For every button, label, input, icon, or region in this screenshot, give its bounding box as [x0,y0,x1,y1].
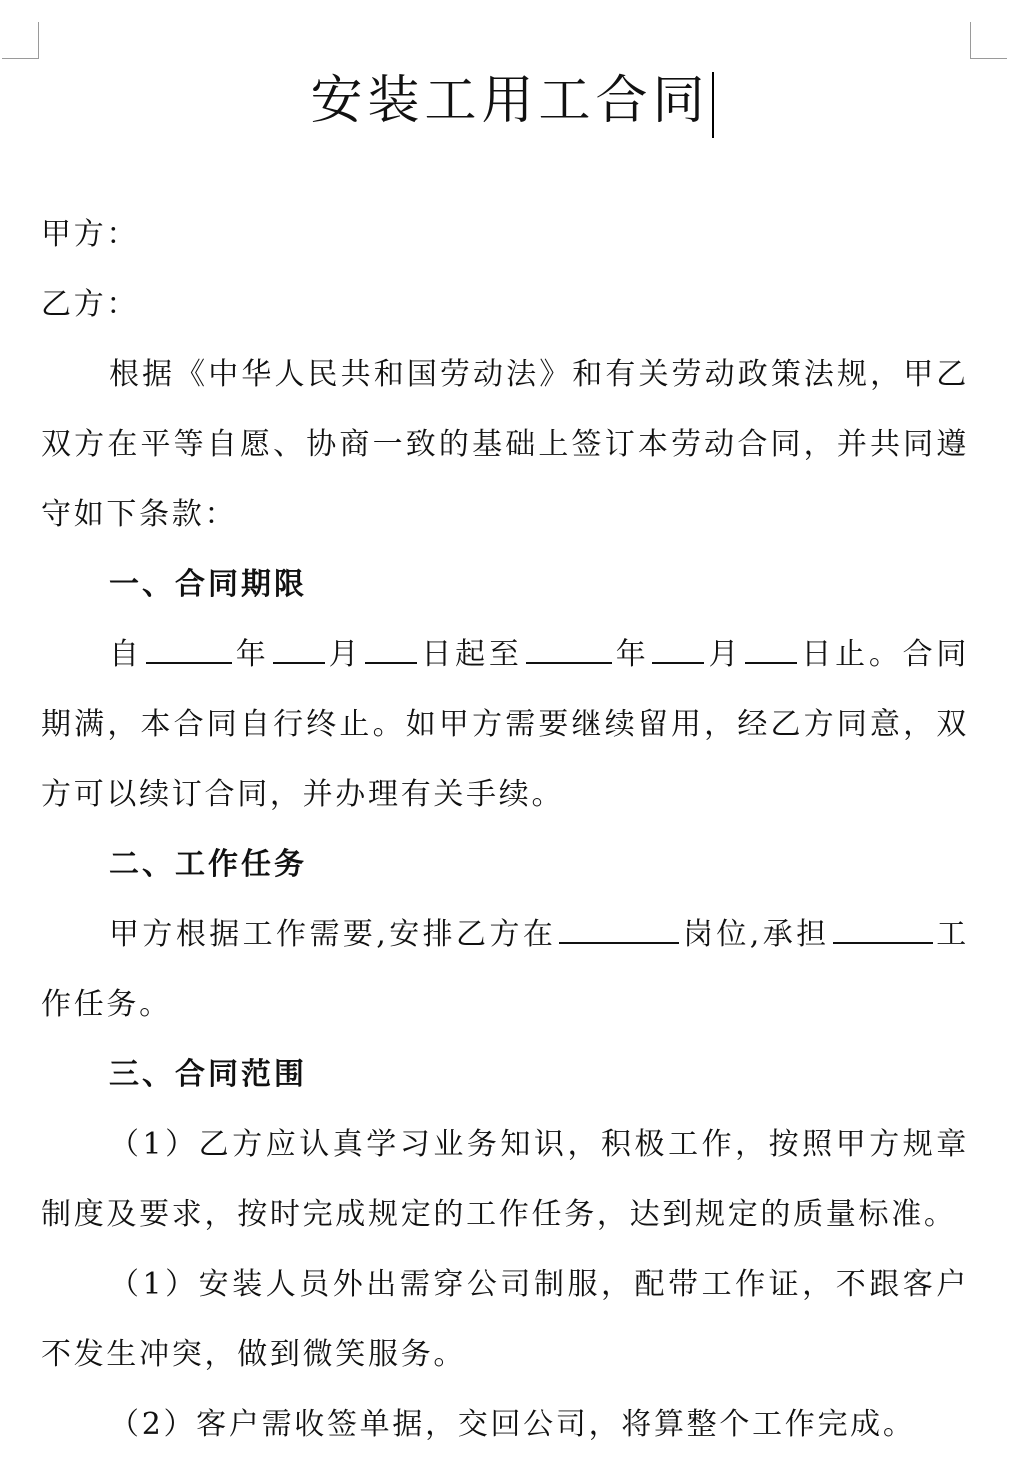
section3-item-1: （1）乙方应认真学习业务知识，积极工作，按照甲方规章制度及要求，按时完成规定的工作任务，达到规定的质量标准。 [41,1127,969,1232]
section2-text-1: 甲方根据工作需要,安排乙方在 [109,917,557,952]
document-title[interactable]: 安装工用工合同 [310,71,710,131]
start-day-blank[interactable] [365,634,417,664]
end-year-blank[interactable] [526,634,612,664]
section1-text-1: 自 [109,637,143,672]
party-b-label: 乙方： [41,287,140,322]
section1-text-2: 年 [234,637,270,672]
section3-item-3: （2）客户需收签单据，交回公司，将算整个工作完成。 [109,1407,916,1442]
section2-text-3: 工作任务。 [41,917,969,1022]
section1-heading: 一、合同期限 [109,567,307,602]
section1-text-7: 日止。合同期满，本合同自行终止。如甲方需要继续留用，经乙方同意，双方可以续订合同，并办理有关手续。 [41,637,970,812]
page-corner-mark-right [970,22,1007,59]
party-a-label: 甲方： [41,217,140,252]
section3-heading: 三、合同范围 [109,1057,307,1092]
task-blank[interactable] [833,914,933,944]
start-year-blank[interactable] [146,634,232,664]
text-cursor [712,72,714,138]
end-month-blank[interactable] [652,634,704,664]
page-corner-mark-left [2,22,39,59]
end-day-blank[interactable] [745,634,797,664]
section2-text-2: 岗位,承担 [682,917,830,952]
section1-paragraph [41,620,969,830]
section1-text-5: 年 [614,637,650,672]
section3-item-2: （1）安装人员外出需穿公司制服，配带工作证，不跟客户不发生冲突，做到微笑服务。 [41,1267,969,1372]
intro-paragraph: 根据《中华人民共和国劳动法》和有关劳动政策法规，甲乙双方在平等自愿、协商一致的基础上签订本劳动合同，并共同遵守如下条款： [41,357,969,532]
position-blank[interactable] [559,914,679,944]
section2-paragraph [41,900,969,1040]
section1-text-3: 月 [327,637,363,672]
document-body [41,200,969,1460]
section2-heading: 二、工作任务 [109,847,307,882]
section1-text-4: 日起至 [420,637,523,672]
start-month-blank[interactable] [273,634,325,664]
document-title-line [0,58,1024,138]
section1-text-6: 月 [707,637,743,672]
